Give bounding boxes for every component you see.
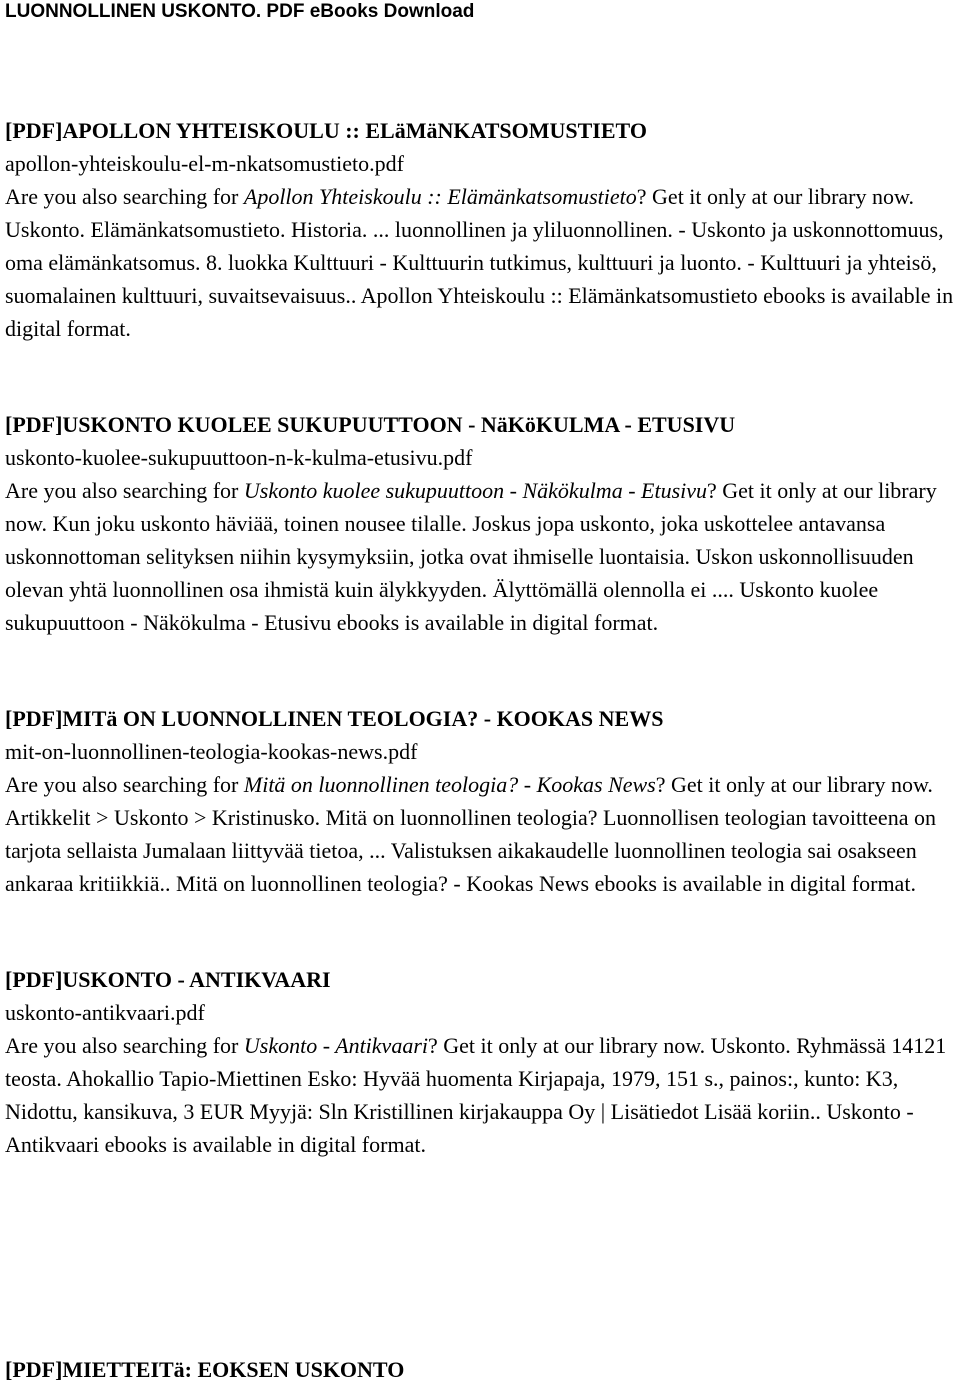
entry-description bbox=[5, 1029, 955, 1161]
ebook-entry bbox=[5, 963, 955, 1161]
entry-filename: apollon-yhteiskoulu-el-m-nkatsomustieto.pdf bbox=[5, 151, 404, 176]
description-text: ? Get it only at our library now. Uskonto. Ryhmässä 14121 teosta. Ahokallio Tapio-Miettinen Esko: Hyvää huomenta Kirjapaja, 1979, 151 s., painos:, kunto: K3, Nidottu, kansikuva, 3 EUR Myyjä: Sln Kristillinen kirjakauppa Oy | Lisätiedot Lisää koriin.. Uskonto - Antikvaari ebooks is available in digital format. bbox=[5, 1033, 947, 1157]
ebook-entry bbox=[5, 408, 955, 639]
description-text: ? Get it only at our library now. Uskonto. Elämänkatsomustieto. Historia. ... luonnollinen ja yliluonnollinen. - Uskonto ja uskonnottomuus, oma elämänkatsomus. 8. luokka Kulttuuri - Kulttuurin tutkimus, kulttuuri ja luonto. - Kulttuuri ja yhteisö, suomalainen kulttuuri, suvaitsevaisuus.. Apollon Yhteiskoulu :: Elämänkatsomustieto ebooks is available in digital format. bbox=[5, 184, 954, 341]
description-prefix: Are you also searching for bbox=[5, 478, 244, 503]
entry-description bbox=[5, 474, 955, 639]
entry-title[interactable]: [PDF]APOLLON YHTEISKOULU :: ELäMäNKATSOMUSTIETO bbox=[5, 118, 647, 143]
description-book-title: Mitä on luonnollinen teologia? - Kookas News bbox=[243, 772, 656, 797]
description-text: ? Get it only at our library now. Artikkelit > Uskonto > Kristinusko. Mitä on luonnollinen teologia? Luonnollisen teologian tavoitteena on tarjota sellaista Jumalaan liittyvää tietoa, ... Valistuksen aikakaudelle luonnollinen teologia sai osakseen ankaraa kritiikkiä.. Mitä on luonnollinen teologia? - Kookas News ebooks is available in digital format. bbox=[5, 772, 936, 896]
ebook-entry bbox=[5, 702, 955, 900]
entry-description bbox=[5, 768, 955, 900]
description-prefix: Are you also searching for bbox=[5, 1033, 244, 1058]
page-header: LUONNOLLINEN USKONTO. PDF eBooks Download bbox=[5, 1, 475, 22]
entry-filename: uskonto-kuolee-sukupuuttoon-n-k-kulma-etusivu.pdf bbox=[5, 445, 473, 470]
entry-filename: mit-on-luonnollinen-teologia-kookas-news.pdf bbox=[5, 739, 418, 764]
ebook-list bbox=[5, 114, 955, 1224]
entry-title[interactable]: [PDF]USKONTO - ANTIKVAARI bbox=[5, 967, 331, 992]
description-book-title: Uskonto - Antikvaari bbox=[243, 1033, 428, 1058]
ebook-entry bbox=[5, 114, 955, 345]
description-book-title: Uskonto kuolee sukupuuttoon - Näkökulma - Etusivu bbox=[243, 478, 708, 503]
entry-description bbox=[5, 180, 955, 345]
entry-filename: uskonto-antikvaari.pdf bbox=[5, 1000, 205, 1025]
entry-title[interactable]: [PDF]USKONTO KUOLEE SUKUPUUTTOON - NäKöKULMA - ETUSIVU bbox=[5, 412, 736, 437]
entry-title-partial[interactable]: [PDF]MIETTEITä: EOKSEN USKONTO bbox=[5, 1357, 405, 1382]
description-text: ? Get it only at our library now. Kun joku uskonto häviää, toinen nousee tilalle. Joskus jopa uskonto, joka uskottelee antavansa uskonnottoman selityksen niihin kysymyksiin, jotka ovat ihmiselle luontaisia. Uskon uskonnollisuuden olevan yhtä luonnollinen osa ihmistä kuin älykkyyden. Älyttömällä olennolla ei .... Uskonto kuolee sukupuuttoon - Näkökulma - Etusivu ebooks is available in digital format. bbox=[5, 478, 937, 635]
entry-title[interactable]: [PDF]MITä ON LUONNOLLINEN TEOLOGIA? - KOOKAS NEWS bbox=[5, 706, 664, 731]
description-prefix: Are you also searching for bbox=[5, 772, 244, 797]
description-prefix: Are you also searching for bbox=[5, 184, 244, 209]
description-book-title: Apollon Yhteiskoulu :: Elämänkatsomustieto bbox=[243, 184, 637, 209]
